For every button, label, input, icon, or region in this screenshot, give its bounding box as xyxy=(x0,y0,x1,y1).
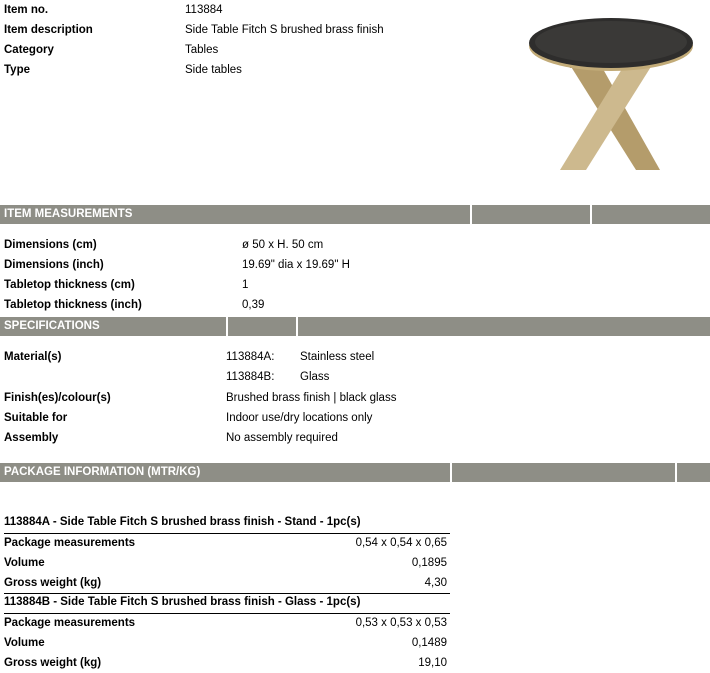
package-b-measurements-value: 0,53 x 0,53 x 0,53 xyxy=(355,617,447,629)
item-measurements-title: ITEM MEASUREMENTS xyxy=(4,208,133,220)
item-header-block xyxy=(0,0,560,80)
package-a-measurements-value: 0,54 x 0,54 x 0,65 xyxy=(355,537,447,549)
tabletop-thickness-cm-label: Tabletop thickness (cm) xyxy=(4,279,135,291)
section-band-specifications xyxy=(0,317,710,336)
package-a-volume-value: 0,1895 xyxy=(411,557,447,569)
package-group-a-heading: 113884A - Side Table Fitch S brushed brass finish - Stand - 1pc(s) xyxy=(4,516,361,528)
product-image xyxy=(524,2,704,192)
materials-label: Material(s) xyxy=(4,351,62,363)
assembly-label: Assembly xyxy=(4,432,59,444)
category-row xyxy=(0,40,560,60)
section-band-item-measurements xyxy=(0,205,710,224)
package-information-title: PACKAGE INFORMATION (MTR/KG) xyxy=(4,466,201,478)
suitable-for-value: Indoor use/dry locations only xyxy=(226,412,373,424)
band-divider-6 xyxy=(675,463,710,482)
package-b-volume-row xyxy=(0,633,455,653)
package-b-volume-label: Volume xyxy=(4,637,45,649)
package-a-volume-label: Volume xyxy=(4,557,45,569)
row-assembly xyxy=(0,428,710,448)
package-b-gross-weight-label: Gross weight (kg) xyxy=(4,657,102,669)
dimensions-cm-value: ø 50 x H. 50 cm xyxy=(242,239,324,251)
package-a-measurements-label: Package measurements xyxy=(4,537,136,549)
row-tabletop-thickness-inch xyxy=(0,295,710,315)
item-description-value: Side Table Fitch S brushed brass finish xyxy=(185,24,384,36)
dimensions-inch-label: Dimensions (inch) xyxy=(4,259,104,271)
row-materials-second xyxy=(0,367,710,387)
package-b-gross-weight-row xyxy=(0,653,455,673)
package-a-measurements-row xyxy=(0,533,455,553)
row-dimensions-cm xyxy=(0,235,710,255)
type-value: Side tables xyxy=(185,64,242,76)
tabletop-thickness-cm-value: 1 xyxy=(242,279,249,291)
band-divider-1 xyxy=(470,205,590,224)
suitable-for-label: Suitable for xyxy=(4,412,68,424)
row-materials xyxy=(0,347,710,367)
material-value-a: Stainless steel xyxy=(300,351,375,363)
assembly-value: No assembly required xyxy=(226,432,338,444)
dimensions-cm-label: Dimensions (cm) xyxy=(4,239,97,251)
package-group-b-heading: 113884B - Side Table Fitch S brushed brass finish - Glass - 1pc(s) xyxy=(4,596,361,608)
row-finish-colour xyxy=(0,388,710,408)
package-b-gross-weight-value: 19,10 xyxy=(418,657,447,669)
package-b-volume-value: 0,1489 xyxy=(411,637,447,649)
material-code-b: 113884B: xyxy=(226,371,275,383)
category-label: Category xyxy=(4,44,54,56)
package-a-volume-row xyxy=(0,553,455,573)
row-tabletop-thickness-cm xyxy=(0,275,710,295)
tabletop-thickness-inch-label: Tabletop thickness (inch) xyxy=(4,299,142,311)
tabletop-thickness-inch-value: 0,39 xyxy=(242,299,265,311)
type-row xyxy=(0,60,560,80)
item-no-row xyxy=(0,0,560,20)
category-value: Tables xyxy=(185,44,219,56)
package-a-gross-weight-label: Gross weight (kg) xyxy=(4,577,102,589)
section-band-package-information xyxy=(0,463,710,482)
item-description-label: Item description xyxy=(4,24,93,36)
item-no-value: 113884 xyxy=(185,4,223,16)
material-code-a: 113884A: xyxy=(226,351,275,363)
type-label: Type xyxy=(4,64,30,76)
row-dimensions-inch xyxy=(0,255,710,275)
package-b-measurements-row xyxy=(0,613,455,633)
finish-colour-label: Finish(es)/colour(s) xyxy=(4,392,111,404)
band-divider-3 xyxy=(226,317,296,336)
material-value-b: Glass xyxy=(300,371,330,383)
row-suitable-for xyxy=(0,408,710,428)
package-a-gross-weight-row xyxy=(0,573,455,593)
package-a-gross-weight-value: 4,30 xyxy=(424,577,447,589)
finish-colour-value: Brushed brass finish | black glass xyxy=(226,392,397,404)
package-b-measurements-label: Package measurements xyxy=(4,617,136,629)
band-divider-4 xyxy=(296,317,710,336)
side-table-illustration xyxy=(524,2,704,192)
item-description-row xyxy=(0,20,560,40)
dimensions-inch-value: 19.69" dia x 19.69" H xyxy=(242,259,350,271)
band-divider-2 xyxy=(590,205,710,224)
band-divider-5 xyxy=(450,463,675,482)
item-no-label: Item no. xyxy=(4,4,49,16)
specifications-title: SPECIFICATIONS xyxy=(4,320,100,332)
